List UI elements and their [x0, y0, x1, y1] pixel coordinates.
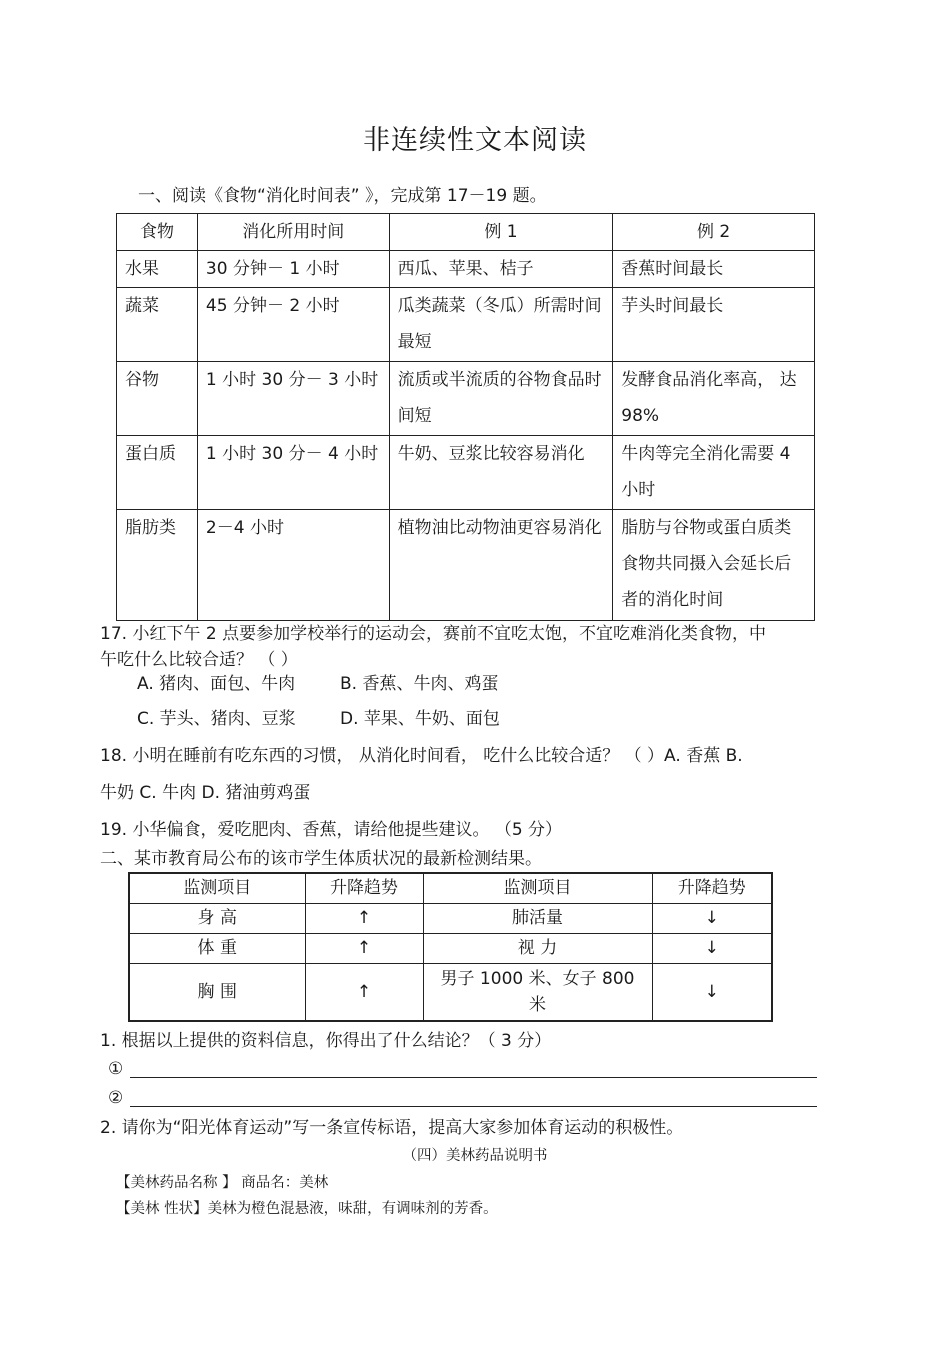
answer-blank-2-label: ② [108, 1088, 124, 1108]
table-cell: 牛肉等完全消化需要 4 小时 [613, 436, 815, 510]
page-title: 非连续性文本阅读 [363, 125, 587, 156]
header-cell: 监测项目 [129, 873, 305, 903]
table-cell: 视 力 [423, 933, 652, 963]
table-cell: 植物油比动物油更容易消化 [389, 510, 613, 621]
digestion-time-table [116, 213, 815, 621]
question-19: 19. 小华偏食，爱吃肥肉、香蕉，请给他提些建议。 （5 分） [100, 820, 563, 840]
trend-up-cell: ↑ [305, 903, 423, 933]
trend-down-cell: ↓ [652, 903, 772, 933]
answer-line-1[interactable] [130, 1077, 817, 1078]
table-cell: 身 高 [129, 903, 305, 933]
answer-line-2[interactable] [130, 1106, 817, 1107]
header-cell: 升降趋势 [305, 873, 423, 903]
section1-intro: 一、阅读《食物“消化时间表” 》，完成第 17－19 题。 [138, 186, 547, 206]
trend-up-cell: ↑ [305, 963, 423, 1021]
table-cell: 30 分钟－ 1 小时 [197, 251, 389, 288]
table-row [117, 251, 815, 288]
table-row [129, 933, 772, 963]
table-header-row [117, 214, 815, 251]
table-cell: 蛋白质 [117, 436, 198, 510]
table-cell: 谷物 [117, 362, 198, 436]
trend-down-cell: ↓ [652, 963, 772, 1021]
header-cell: 例 1 [389, 214, 613, 251]
table-cell: 45 分钟－ 2 小时 [197, 288, 389, 362]
section2-question-2: 2. 请你为“阳光体育运动”写一条宣传标语，提高大家参加体育运动的积极性。 [100, 1118, 684, 1138]
question-17-option-d: D. 苹果、牛奶、面包 [340, 709, 500, 729]
table-row [117, 510, 815, 621]
table-cell: 香蕉时间最长 [613, 251, 815, 288]
question-17-line-2: 午吃什么比较合适？ （ ） [100, 650, 298, 670]
drug-property-line: 【美林 性状】美林为橙色混悬液，味甜，有调味剂的芳香。 [116, 1201, 498, 1217]
trend-down-cell: ↓ [652, 933, 772, 963]
table-cell: 水果 [117, 251, 198, 288]
table-cell: 脂肪与谷物或蛋白质类食物共同摄入会延长后者的消化时间 [613, 510, 815, 621]
table-cell: 流质或半流质的谷物食品时间短 [389, 362, 613, 436]
table-cell: 牛奶、豆浆比较容易消化 [389, 436, 613, 510]
question-17-option-c: C. 芋头、猪肉、豆浆 [137, 709, 296, 729]
table-row [117, 362, 815, 436]
header-cell: 食物 [117, 214, 198, 251]
table-cell: 2－4 小时 [197, 510, 389, 621]
table-cell: 1 小时 30 分－ 3 小时 [197, 362, 389, 436]
table-header-row [129, 873, 772, 903]
header-cell: 升降趋势 [652, 873, 772, 903]
question-17-option-b: B. 香蕉、牛肉、鸡蛋 [340, 674, 499, 694]
table-cell: 肺活量 [423, 903, 652, 933]
trend-up-cell: ↑ [305, 933, 423, 963]
table-row [117, 288, 815, 362]
question-18-line-1: 18. 小明在睡前有吃东西的习惯， 从消化时间看， 吃什么比较合适？ （ ）A. 香蕉 B. [100, 746, 743, 766]
table-cell: 发酵食品消化率高， 达 98% [613, 362, 815, 436]
table-cell: 芋头时间最长 [613, 288, 815, 362]
table-row [129, 963, 772, 1021]
table-row [129, 903, 772, 933]
fitness-results-table [128, 872, 773, 1022]
question-18-line-2: 牛奶 C. 牛肉 D. 猪油剪鸡蛋 [100, 783, 311, 803]
table-row [117, 436, 815, 510]
table-cell: 西瓜、苹果、桔子 [389, 251, 613, 288]
answer-blank-1-label: ① [108, 1059, 124, 1079]
table-cell: 胸 围 [129, 963, 305, 1021]
header-cell: 消化所用时间 [197, 214, 389, 251]
table-cell: 脂肪类 [117, 510, 198, 621]
question-17-option-a: A. 猪肉、面包、牛肉 [137, 674, 296, 694]
section2-intro: 二、某市教育局公布的该市学生体质状况的最新检测结果。 [100, 849, 542, 869]
question-17-line-1: 17. 小红下午 2 点要参加学校举行的运动会，赛前不宜吃太饱，不宜吃难消化类食物，中 [100, 624, 767, 644]
table-cell: 瓜类蔬菜（冬瓜）所需时间最短 [389, 288, 613, 362]
table-cell: 蔬菜 [117, 288, 198, 362]
table-cell: 1 小时 30 分－ 4 小时 [197, 436, 389, 510]
drug-name-line: 【美林药品名称 】 商品名：美林 [116, 1175, 329, 1191]
table-cell: 体 重 [129, 933, 305, 963]
header-cell: 例 2 [613, 214, 815, 251]
table-cell: 男子 1000 米、女子 800 米 [423, 963, 652, 1021]
section2-question-1: 1. 根据以上提供的资料信息，你得出了什么结论？（ 3 分） [100, 1031, 552, 1051]
section4-heading: （四）美林药品说明书 [402, 1148, 548, 1164]
header-cell: 监测项目 [423, 873, 652, 903]
